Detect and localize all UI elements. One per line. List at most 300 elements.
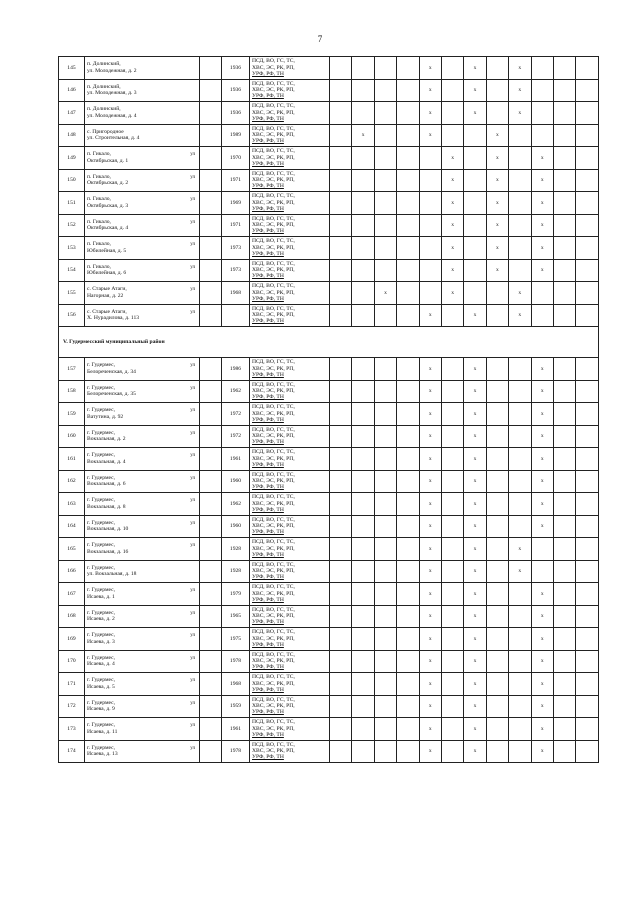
works-list	[250, 538, 330, 561]
table-row	[59, 169, 599, 192]
mark-cell	[374, 740, 396, 763]
address-locality: г. Гудермес,	[87, 497, 116, 504]
works-line: УРФ, РФ, ТН	[252, 596, 284, 603]
mark-cell	[397, 718, 419, 741]
address-street: ул. Молодежная, д. 3	[87, 90, 137, 97]
mark-cell	[553, 673, 575, 696]
mark-cell	[352, 673, 374, 696]
works-list	[250, 515, 330, 538]
mark-cell	[352, 169, 374, 192]
row-number: 154	[59, 259, 85, 282]
mark-cell: x	[419, 403, 441, 426]
row-number: 166	[59, 560, 85, 583]
mark-cell	[330, 605, 352, 628]
mark-cell	[509, 493, 531, 516]
works-line: ПСД, ВО, ГС, ТС,	[252, 674, 295, 681]
mark-cell: x	[509, 57, 531, 80]
works-line: УРФ, РФ, ТН	[252, 664, 284, 671]
mark-cell: x	[509, 538, 531, 561]
mark-cell	[509, 650, 531, 673]
row-number: 173	[59, 718, 85, 741]
works-line: ХВС, ЭС, РК, РП,	[252, 388, 295, 395]
mark-cell	[464, 282, 486, 305]
address-cell	[85, 448, 200, 471]
works-list	[250, 583, 330, 606]
table-row	[59, 282, 599, 305]
works-line: ХВС, ЭС, РК, РП,	[252, 154, 295, 161]
mark-cell	[397, 515, 419, 538]
mark-cell	[553, 192, 575, 215]
row-number: 149	[59, 147, 85, 170]
mark-cell	[509, 470, 531, 493]
mark-cell	[441, 695, 463, 718]
works-line: УРФ, РФ, ТН	[252, 394, 284, 401]
housing-register-table	[58, 56, 599, 763]
mark-cell: x	[486, 214, 508, 237]
mark-cell	[374, 169, 396, 192]
mark-cell	[553, 282, 575, 305]
address-cell	[85, 57, 200, 80]
mark-cell: x	[531, 470, 553, 493]
street-type-label: ул	[190, 287, 195, 292]
mark-cell	[509, 628, 531, 651]
row-number: 157	[59, 358, 85, 381]
works-line: УРФ, РФ, ТН	[252, 250, 284, 257]
address-locality: г. Гудермес,	[87, 474, 116, 481]
mark-cell	[374, 425, 396, 448]
table-row	[59, 583, 599, 606]
address-locality: г. Гудермес,	[87, 609, 116, 616]
mark-cell	[441, 560, 463, 583]
mark-cell	[330, 515, 352, 538]
mark-cell: x	[531, 147, 553, 170]
mark-cell: x	[419, 673, 441, 696]
build-year: 1960	[222, 470, 250, 493]
mark-cell	[419, 169, 441, 192]
address-cell	[85, 538, 200, 561]
mark-cell	[553, 740, 575, 763]
mark-cell	[330, 192, 352, 215]
works-list	[250, 628, 330, 651]
mark-cell	[397, 673, 419, 696]
mark-cell: x	[441, 169, 463, 192]
table-row	[59, 425, 599, 448]
address-street: Октябрьская, д. 2	[87, 180, 129, 187]
mark-cell	[374, 237, 396, 260]
mark-cell	[553, 214, 575, 237]
works-line: УРФ, РФ, ТН	[252, 619, 284, 626]
address-locality: п. Гикало,	[87, 196, 111, 203]
address-cell	[85, 380, 200, 403]
mark-cell: x	[531, 214, 553, 237]
empty-cell	[200, 102, 222, 125]
address-cell	[85, 403, 200, 426]
works-list	[250, 259, 330, 282]
mark-cell	[441, 718, 463, 741]
row-number: 174	[59, 740, 85, 763]
mark-cell	[330, 259, 352, 282]
mark-cell: x	[486, 169, 508, 192]
address-locality: с. Пригородное	[87, 128, 124, 135]
table-row	[59, 403, 599, 426]
address-cell	[85, 192, 200, 215]
mark-cell: x	[464, 403, 486, 426]
street-type-label: ул	[190, 678, 195, 683]
address-cell	[85, 673, 200, 696]
works-line: ХВС, ЭС, РК, РП,	[252, 289, 295, 296]
works-line: ХВС, ЭС, РК, РП,	[252, 132, 295, 139]
mark-cell	[330, 304, 352, 327]
mark-cell	[576, 538, 598, 561]
mark-cell	[397, 358, 419, 381]
mark-cell	[397, 124, 419, 147]
mark-cell	[397, 304, 419, 327]
street-type-label: ул	[190, 363, 195, 368]
mark-cell	[330, 79, 352, 102]
address-cell	[85, 147, 200, 170]
address-locality: п. Долинский,	[87, 106, 121, 113]
mark-cell	[486, 515, 508, 538]
mark-cell: x	[419, 740, 441, 763]
mark-cell	[441, 425, 463, 448]
row-number: 146	[59, 79, 85, 102]
mark-cell	[576, 237, 598, 260]
mark-cell	[486, 673, 508, 696]
mark-cell	[553, 79, 575, 102]
build-year: 1970	[222, 147, 250, 170]
works-line: ПСД, ВО, ГС, ТС,	[252, 426, 295, 433]
table-row	[59, 57, 599, 80]
mark-cell: x	[464, 605, 486, 628]
mark-cell	[509, 740, 531, 763]
mark-cell	[330, 560, 352, 583]
address-cell	[85, 124, 200, 147]
mark-cell: x	[509, 304, 531, 327]
mark-cell	[374, 57, 396, 80]
mark-cell: x	[419, 583, 441, 606]
mark-cell	[330, 124, 352, 147]
mark-cell	[576, 79, 598, 102]
table-row	[59, 673, 599, 696]
mark-cell	[576, 403, 598, 426]
table-row	[59, 718, 599, 741]
works-line: ХВС, ЭС, РК, РП,	[252, 500, 295, 507]
table-row	[59, 214, 599, 237]
mark-cell: x	[419, 695, 441, 718]
works-line: ПСД, ВО, ГС, ТС,	[252, 516, 295, 523]
mark-cell	[553, 237, 575, 260]
build-year: 1978	[222, 740, 250, 763]
mark-cell: x	[531, 673, 553, 696]
works-line: УРФ, РФ, ТН	[252, 115, 284, 122]
address-locality: п. Долинский,	[87, 83, 121, 90]
address-locality: п. Гикало,	[87, 173, 111, 180]
works-line: ПСД, ВО, ГС, ТС,	[252, 494, 295, 501]
mark-cell	[441, 673, 463, 696]
mark-cell	[509, 605, 531, 628]
mark-cell	[397, 403, 419, 426]
mark-cell	[352, 102, 374, 125]
mark-cell	[486, 718, 508, 741]
works-line: ПСД, ВО, ГС, ТС,	[252, 696, 295, 703]
mark-cell: x	[441, 147, 463, 170]
table-row	[59, 628, 599, 651]
mark-cell	[374, 470, 396, 493]
works-list	[250, 380, 330, 403]
mark-cell	[352, 538, 374, 561]
address-locality: г. Гудермес,	[87, 564, 116, 571]
mark-cell	[576, 718, 598, 741]
mark-cell	[531, 560, 553, 583]
works-list	[250, 425, 330, 448]
mark-cell	[576, 57, 598, 80]
address-cell	[85, 493, 200, 516]
address-cell	[85, 358, 200, 381]
mark-cell	[553, 695, 575, 718]
mark-cell	[352, 425, 374, 448]
address-street: Исаева, д. 11	[87, 728, 118, 735]
works-line: УРФ, РФ, ТН	[252, 183, 284, 190]
mark-cell: x	[441, 282, 463, 305]
works-list	[250, 282, 330, 305]
mark-cell	[352, 605, 374, 628]
section-header-row	[59, 327, 599, 358]
address-street: Вокзальная, д. 4	[87, 458, 126, 465]
mark-cell	[576, 583, 598, 606]
address-cell	[85, 169, 200, 192]
mark-cell: x	[531, 718, 553, 741]
mark-cell	[531, 282, 553, 305]
mark-cell: x	[441, 259, 463, 282]
address-street: ул. Вокзальная, д. 18	[87, 571, 137, 578]
mark-cell	[330, 102, 352, 125]
build-year: 1978	[222, 650, 250, 673]
works-list	[250, 493, 330, 516]
page-number: 7	[317, 34, 323, 44]
works-line: УРФ, РФ, ТН	[252, 205, 284, 212]
mark-cell	[486, 470, 508, 493]
mark-cell	[576, 304, 598, 327]
address-locality: г. Гудермес,	[87, 744, 116, 751]
mark-cell	[374, 147, 396, 170]
table-row	[59, 147, 599, 170]
works-line: ПСД, ВО, ГС, ТС,	[252, 238, 295, 245]
mark-cell	[330, 237, 352, 260]
mark-cell	[352, 57, 374, 80]
mark-cell	[441, 515, 463, 538]
works-line: ХВС, ЭС, РК, РП,	[252, 478, 295, 485]
address-cell	[85, 425, 200, 448]
mark-cell	[441, 605, 463, 628]
mark-cell	[531, 79, 553, 102]
works-line: ХВС, ЭС, РК, РП,	[252, 613, 295, 620]
mark-cell	[330, 583, 352, 606]
mark-cell	[553, 628, 575, 651]
works-line: ПСД, ВО, ГС, ТС,	[252, 125, 295, 132]
mark-cell	[576, 673, 598, 696]
mark-cell: x	[419, 538, 441, 561]
mark-cell	[374, 538, 396, 561]
mark-cell	[531, 124, 553, 147]
mark-cell: x	[509, 102, 531, 125]
mark-cell	[576, 605, 598, 628]
build-year: 1973	[222, 259, 250, 282]
mark-cell: x	[464, 448, 486, 471]
works-line: ХВС, ЭС, РК, РП,	[252, 568, 295, 575]
mark-cell	[330, 380, 352, 403]
mark-cell	[374, 304, 396, 327]
mark-cell	[576, 740, 598, 763]
mark-cell	[397, 628, 419, 651]
mark-cell	[576, 102, 598, 125]
address-cell	[85, 650, 200, 673]
build-year: 1936	[222, 102, 250, 125]
mark-cell: x	[352, 124, 374, 147]
empty-cell	[200, 538, 222, 561]
table-row	[59, 515, 599, 538]
mark-cell	[374, 79, 396, 102]
address-locality: г. Гудермес,	[87, 677, 116, 684]
mark-cell	[509, 259, 531, 282]
mark-cell	[509, 358, 531, 381]
works-line: ХВС, ЭС, РК, РП,	[252, 725, 295, 732]
mark-cell	[553, 169, 575, 192]
mark-cell	[352, 259, 374, 282]
mark-cell	[352, 718, 374, 741]
street-type-label: ул	[190, 174, 195, 180]
address-locality: с. Старые Атаги,	[87, 308, 127, 315]
works-line: УРФ, РФ, ТН	[252, 318, 284, 325]
mark-cell	[576, 380, 598, 403]
mark-cell	[576, 282, 598, 305]
works-line: ХВС, ЭС, РК, РП,	[252, 267, 295, 274]
mark-cell	[486, 57, 508, 80]
mark-cell	[441, 493, 463, 516]
mark-cell	[330, 147, 352, 170]
mark-cell: x	[464, 425, 486, 448]
mark-cell: x	[464, 650, 486, 673]
works-line: УРФ, РФ, ТН	[252, 506, 284, 513]
row-number: 155	[59, 282, 85, 305]
mark-cell	[576, 493, 598, 516]
mark-cell	[509, 403, 531, 426]
build-year: 1973	[222, 237, 250, 260]
mark-cell	[397, 57, 419, 80]
empty-cell	[200, 673, 222, 696]
address-cell	[85, 605, 200, 628]
table-row	[59, 124, 599, 147]
table-row	[59, 695, 599, 718]
table-row	[59, 259, 599, 282]
mark-cell	[509, 718, 531, 741]
address-cell	[85, 695, 200, 718]
mark-cell: x	[419, 358, 441, 381]
street-type-label: ул	[190, 543, 195, 548]
mark-cell	[352, 304, 374, 327]
row-number: 159	[59, 403, 85, 426]
address-street: Вокзальная, д. 8	[87, 503, 126, 510]
mark-cell	[330, 718, 352, 741]
mark-cell	[397, 192, 419, 215]
address-street: Исаева, д. 9	[87, 706, 115, 713]
row-number: 170	[59, 650, 85, 673]
address-locality: г. Гудермес,	[87, 699, 116, 706]
mark-cell	[576, 169, 598, 192]
mark-cell	[441, 538, 463, 561]
mark-cell: x	[419, 448, 441, 471]
works-line: ХВС, ЭС, РК, РП,	[252, 410, 295, 417]
mark-cell: x	[531, 515, 553, 538]
mark-cell	[374, 673, 396, 696]
mark-cell: x	[464, 79, 486, 102]
table-row	[59, 102, 599, 125]
mark-cell	[553, 124, 575, 147]
mark-cell	[374, 358, 396, 381]
mark-cell: x	[419, 102, 441, 125]
works-line: ПСД, ВО, ГС, ТС,	[252, 58, 295, 65]
address-locality: г. Гудермес,	[87, 519, 116, 526]
street-type-label: ул	[190, 520, 195, 526]
build-year	[222, 304, 250, 327]
mark-cell: x	[486, 147, 508, 170]
works-line: ХВС, ЭС, РК, РП,	[252, 64, 295, 71]
mark-cell	[374, 515, 396, 538]
mark-cell: x	[464, 493, 486, 516]
mark-cell: x	[464, 740, 486, 763]
mark-cell	[374, 380, 396, 403]
mark-cell	[553, 403, 575, 426]
mark-cell: x	[464, 560, 486, 583]
works-line: УРФ, РФ, ТН	[252, 138, 284, 145]
address-street: Исаева, д. 5	[87, 683, 115, 690]
works-line: ПСД, ВО, ГС, ТС,	[252, 215, 295, 222]
works-list	[250, 304, 330, 327]
mark-cell: x	[419, 79, 441, 102]
mark-cell	[486, 403, 508, 426]
works-line: ХВС, ЭС, РК, РП,	[252, 433, 295, 440]
mark-cell	[576, 560, 598, 583]
address-locality: с. Старые Атаги,	[87, 286, 127, 293]
works-line: ПСД, ВО, ГС, ТС,	[252, 561, 295, 568]
mark-cell	[531, 102, 553, 125]
empty-cell	[200, 259, 222, 282]
mark-cell	[486, 493, 508, 516]
mark-cell	[464, 259, 486, 282]
row-number: 153	[59, 237, 85, 260]
mark-cell	[553, 448, 575, 471]
mark-cell	[553, 304, 575, 327]
works-line: ПСД, ВО, ГС, ТС,	[252, 741, 295, 748]
works-line: УРФ, РФ, ТН	[252, 551, 284, 558]
works-line: ХВС, ЭС, РК, РП,	[252, 312, 295, 319]
mark-cell	[464, 237, 486, 260]
mark-cell: x	[531, 493, 553, 516]
mark-cell: x	[374, 282, 396, 305]
works-line: ХВС, ЭС, РК, РП,	[252, 748, 295, 755]
works-list	[250, 124, 330, 147]
mark-cell	[576, 192, 598, 215]
works-list	[250, 673, 330, 696]
empty-cell	[200, 650, 222, 673]
address-locality: п. Гикало,	[87, 151, 111, 158]
address-street: Октябрьская, д. 4	[87, 225, 129, 232]
street-type-label: ул	[190, 309, 195, 315]
works-line: ХВС, ЭС, РК, РП,	[252, 199, 295, 206]
mark-cell	[419, 192, 441, 215]
empty-cell	[200, 169, 222, 192]
row-number: 163	[59, 493, 85, 516]
mark-cell	[397, 214, 419, 237]
